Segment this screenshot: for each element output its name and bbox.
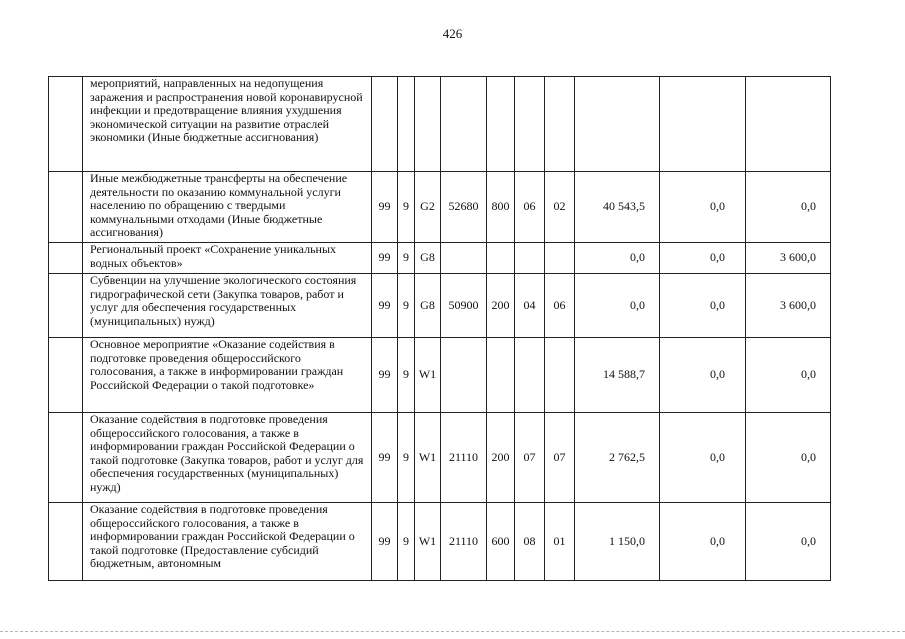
amount-cell-year3: 0,0 <box>746 172 831 243</box>
table-row <box>49 503 831 581</box>
code-cell-program <box>372 77 398 172</box>
code-cell-subprogram: 9 <box>398 172 415 243</box>
table-row <box>49 274 831 338</box>
row-name: Иные межбюджетные трансферты на обеспечение деятельности по оказанию коммунальной услуги населению по обращению с твердыми коммунальными отходами (Иные бюджетные ассигнования) <box>83 172 372 243</box>
code-cell-direction: 50900 <box>441 274 487 338</box>
code-cell-direction <box>441 243 487 274</box>
row-name: Субвенции на улучшение экологического состояния гидрографической сети (Закупка товаров, работ и услуг для обеспечения государственных (муниципальных) нужд) <box>83 274 372 338</box>
row-name: Оказание содействия в подготовке проведения общероссийского голосования, а также в информировании граждан Российской Федерации о такой подготовке (Предоставление субсидий бюджетным, автономным <box>83 503 372 581</box>
amount-cell-year1: 0,0 <box>575 274 660 338</box>
code-cell-subprogram: 9 <box>398 413 415 503</box>
code-cell-subsection <box>545 77 575 172</box>
table-row <box>49 338 831 413</box>
margin-cell <box>49 503 83 581</box>
code-cell-direction <box>441 77 487 172</box>
code-cell-subsection: 01 <box>545 503 575 581</box>
code-cell-section: 04 <box>515 274 545 338</box>
code-cell-event <box>415 77 441 172</box>
margin-cell <box>49 77 83 172</box>
amount-cell-year3: 0,0 <box>746 413 831 503</box>
code-cell-event: G8 <box>415 243 441 274</box>
code-cell-subsection: 07 <box>545 413 575 503</box>
amount-cell-year2: 0,0 <box>660 172 746 243</box>
code-cell-section <box>515 338 545 413</box>
table-row <box>49 413 831 503</box>
amount-cell-year2: 0,0 <box>660 338 746 413</box>
margin-cell <box>49 413 83 503</box>
code-cell-subsection <box>545 243 575 274</box>
code-cell-program: 99 <box>372 243 398 274</box>
code-cell-subprogram: 9 <box>398 274 415 338</box>
amount-cell-year3: 0,0 <box>746 503 831 581</box>
amount-cell-year1: 40 543,5 <box>575 172 660 243</box>
code-cell-subsection <box>545 338 575 413</box>
page-number: 426 <box>442 26 463 41</box>
code-cell-direction: 21110 <box>441 413 487 503</box>
row-name: мероприятий, направленных на недопущения заражения и распространения новой коронавирусной инфекции и предотвращение влияния ухудшения экономической ситуации на развитие отраслей экономики (Иные бюджетные ассигнования) <box>83 77 372 172</box>
amount-cell-year3 <box>746 77 831 172</box>
margin-cell <box>49 274 83 338</box>
code-cell-section: 06 <box>515 172 545 243</box>
amount-cell-year3: 3 600,0 <box>746 243 831 274</box>
amount-cell-year2: 0,0 <box>660 243 746 274</box>
code-cell-expense-type <box>487 77 515 172</box>
code-cell-expense-type <box>487 243 515 274</box>
code-cell-expense-type: 600 <box>487 503 515 581</box>
code-cell-program: 99 <box>372 413 398 503</box>
amount-cell-year1: 2 762,5 <box>575 413 660 503</box>
amount-cell-year3: 3 600,0 <box>746 274 831 338</box>
code-cell-section <box>515 77 545 172</box>
amount-cell-year3: 0,0 <box>746 338 831 413</box>
code-cell-subprogram: 9 <box>398 338 415 413</box>
amount-cell-year2: 0,0 <box>660 274 746 338</box>
margin-cell <box>49 172 83 243</box>
code-cell-program: 99 <box>372 274 398 338</box>
code-cell-event: G8 <box>415 274 441 338</box>
code-cell-expense-type: 200 <box>487 274 515 338</box>
amount-cell-year1: 14 588,7 <box>575 338 660 413</box>
margin-cell <box>49 243 83 274</box>
code-cell-expense-type: 200 <box>487 413 515 503</box>
code-cell-direction <box>441 338 487 413</box>
code-cell-event: W1 <box>415 503 441 581</box>
budget-table <box>48 76 831 581</box>
code-cell-event: W1 <box>415 413 441 503</box>
budget-table-container <box>48 76 831 581</box>
table-row <box>49 172 831 243</box>
code-cell-section: 07 <box>515 413 545 503</box>
code-cell-subsection: 06 <box>545 274 575 338</box>
row-name: Оказание содействия в подготовке проведения общероссийского голосования, а также в информировании граждан Российской Федерации о такой подготовке (Закупка товаров, работ и услуг для обеспечения государственных (муниципальных) нужд) <box>83 413 372 503</box>
amount-cell-year2: 0,0 <box>660 413 746 503</box>
table-row <box>49 243 831 274</box>
code-cell-program: 99 <box>372 338 398 413</box>
row-name: Региональный проект «Сохранение уникальных водных объектов» <box>83 243 372 274</box>
code-cell-subsection: 02 <box>545 172 575 243</box>
amount-cell-year1: 0,0 <box>575 243 660 274</box>
code-cell-subprogram: 9 <box>398 243 415 274</box>
code-cell-direction: 21110 <box>441 503 487 581</box>
code-cell-event: W1 <box>415 338 441 413</box>
margin-cell <box>49 338 83 413</box>
code-cell-direction: 52680 <box>441 172 487 243</box>
row-name: Основное мероприятие «Оказание содействия в подготовке проведения общероссийского голосования, а также в информировании граждан Российской Федерации о такой подготовке» <box>83 338 372 413</box>
table-body <box>49 77 831 581</box>
table-row <box>49 77 831 172</box>
amount-cell-year2 <box>660 77 746 172</box>
code-cell-subprogram <box>398 77 415 172</box>
code-cell-event: G2 <box>415 172 441 243</box>
code-cell-expense-type: 800 <box>487 172 515 243</box>
amount-cell-year1 <box>575 77 660 172</box>
code-cell-program: 99 <box>372 172 398 243</box>
amount-cell-year2: 0,0 <box>660 503 746 581</box>
code-cell-section <box>515 243 545 274</box>
code-cell-section: 08 <box>515 503 545 581</box>
code-cell-subprogram: 9 <box>398 503 415 581</box>
page-bottom-divider <box>0 631 905 632</box>
amount-cell-year1: 1 150,0 <box>575 503 660 581</box>
code-cell-program: 99 <box>372 503 398 581</box>
code-cell-expense-type <box>487 338 515 413</box>
